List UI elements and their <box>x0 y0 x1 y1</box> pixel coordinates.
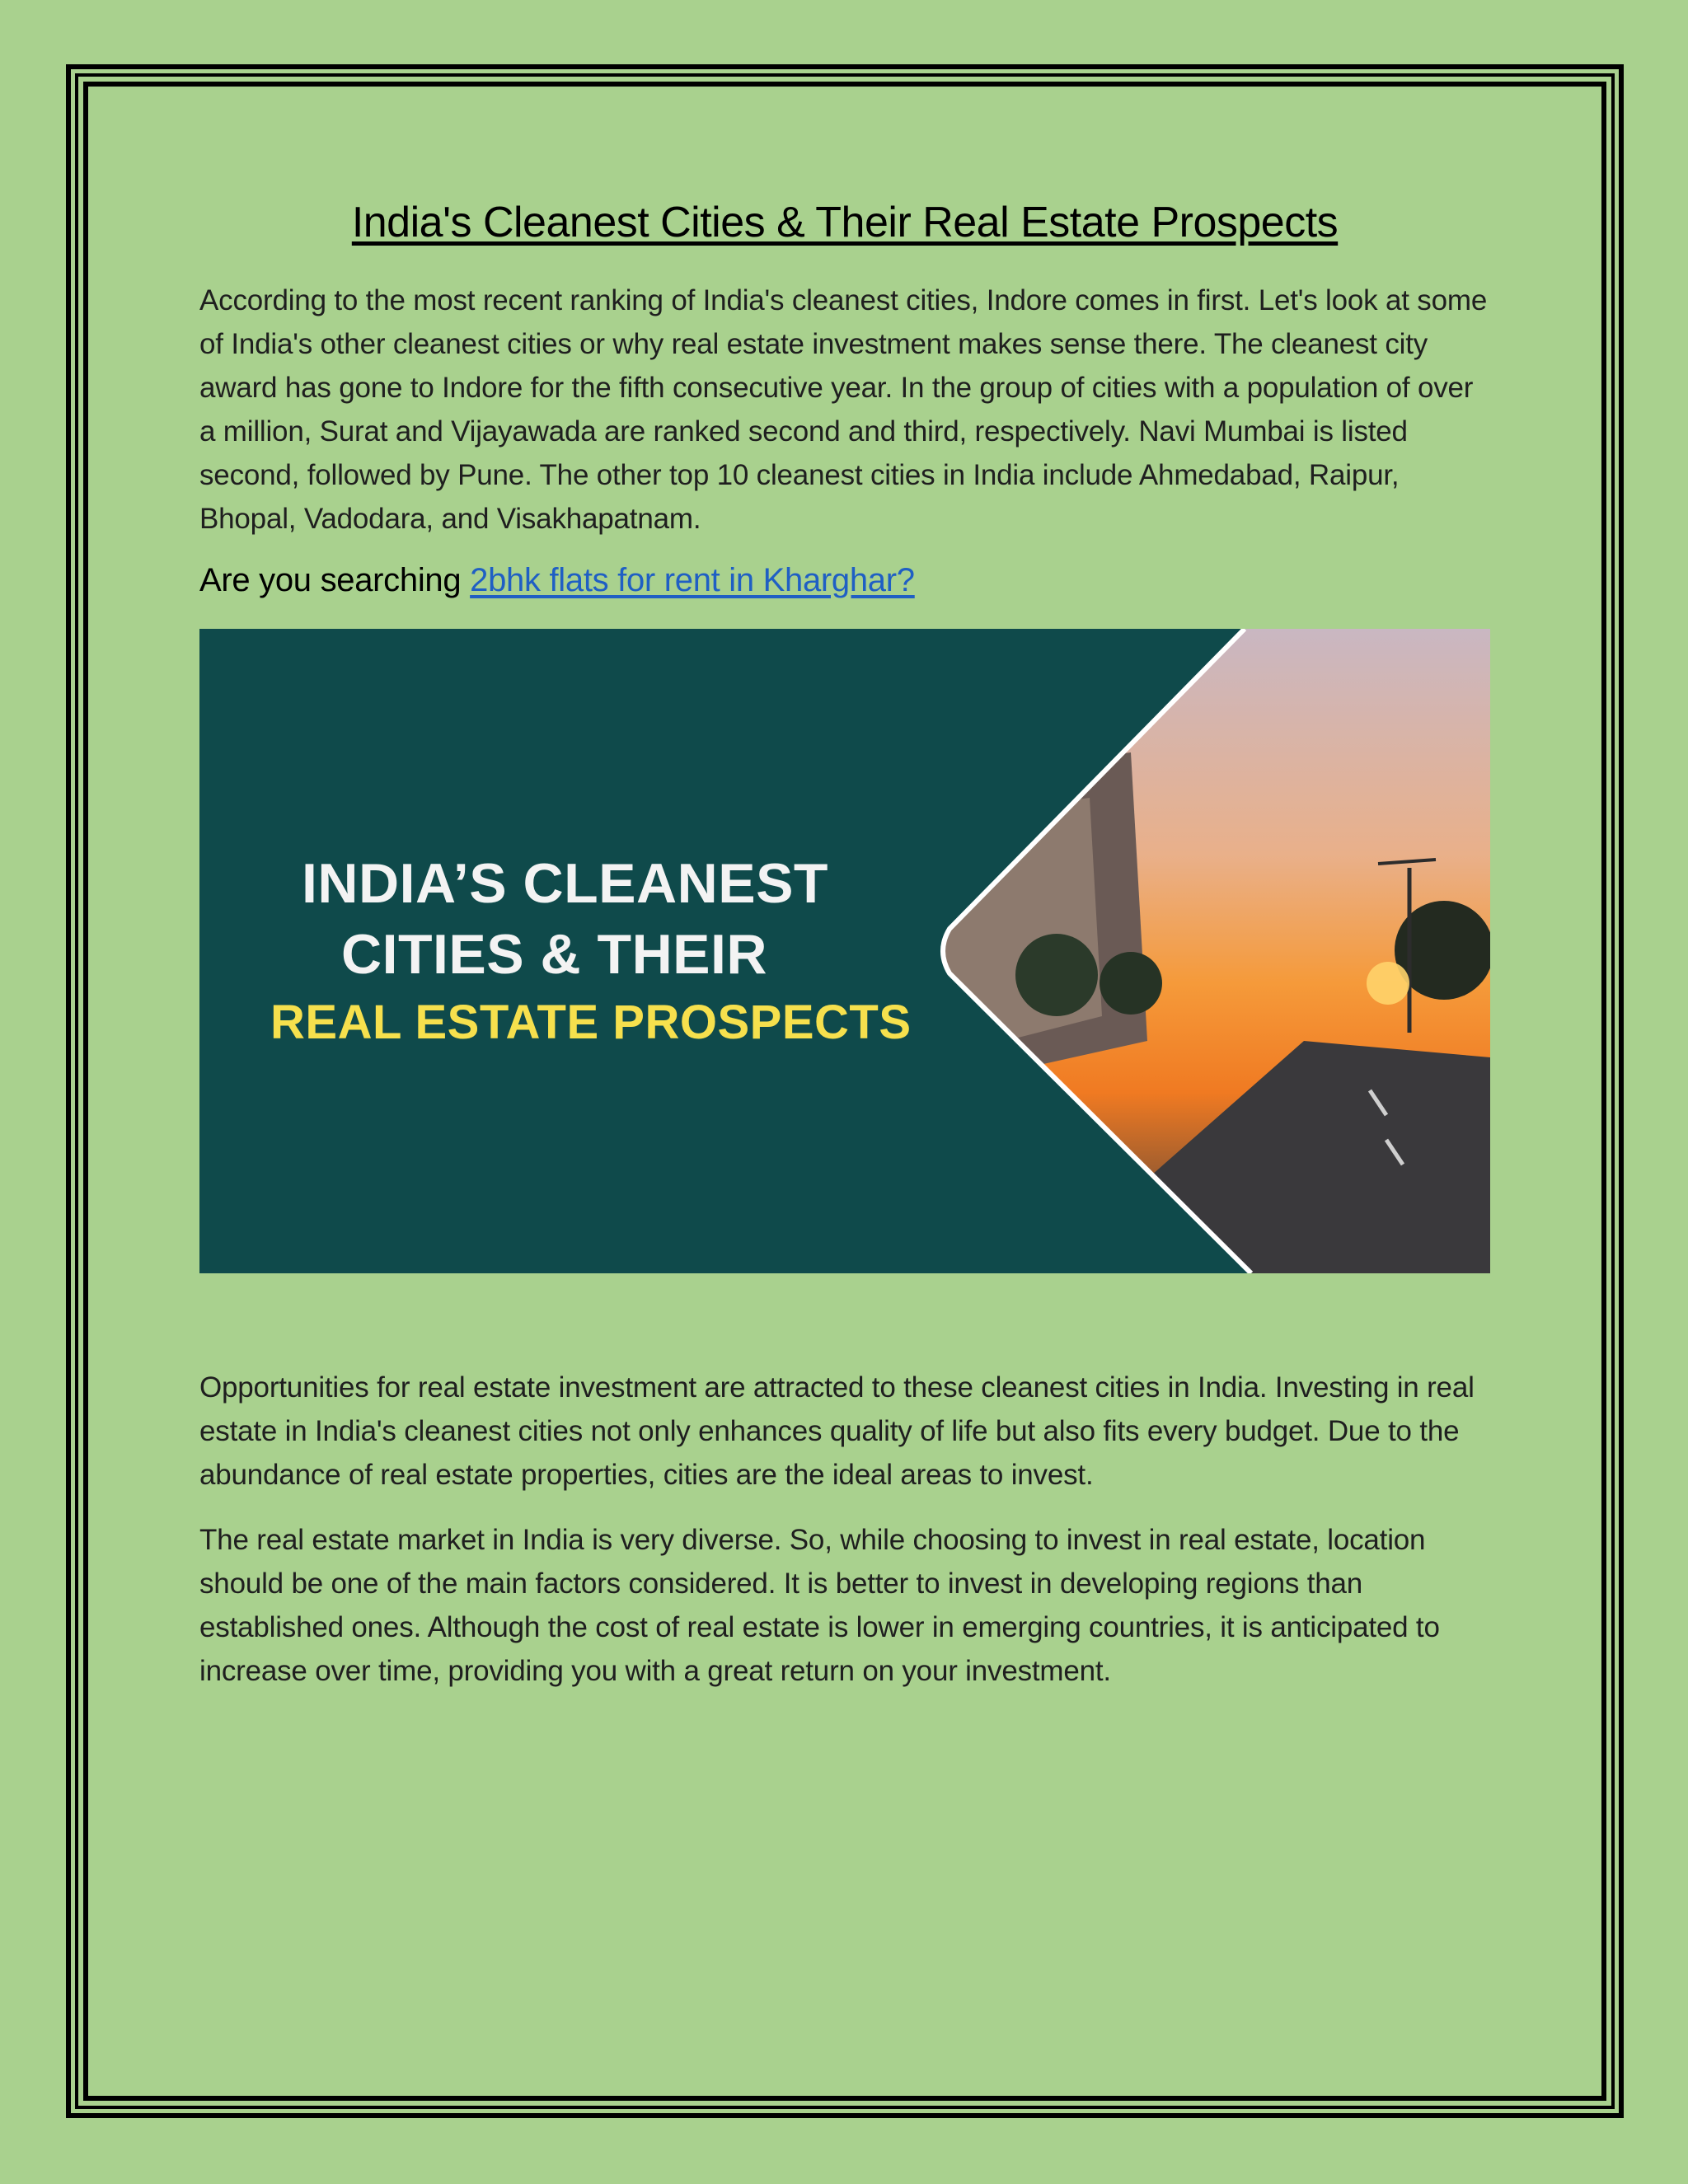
banner-heading-line-2: CITIES & THEIR <box>341 923 768 986</box>
page-title: India's Cleanest Cities & Their Real Estate Prospects <box>351 199 1339 246</box>
intro-paragraph: According to the most recent ranking of India's cleanest cities, Indore comes in first. Let's look at some of India's other cleanest cities or why real estate investment makes sense there. The cleanest city award has gone to Indore for the fifth consecutive year. In the group of cities with a population of over a million, Surat and Vijayawada are ranked second and third, respectively. Navi Mumbai is listed second, followed by Pune. The other top 10 cleanest cities in India include Ahmedabad, Raipur, Bhopal, Vadodara, and Visakhapatnam. <box>199 284 1488 535</box>
investment-paragraph: Opportunities for real estate investment are attracted to these cleanest cities in India. Investing in real estate in India's cleanest cities not only enhances quality of life but also fits every budget. Due to the abundance of real estate properties, cities are the ideal areas to invest. <box>199 1371 1475 1491</box>
rental-link[interactable]: 2bhk flats for rent in Kharghar? <box>470 562 915 598</box>
banner-text <box>199 629 1490 1273</box>
banner-image <box>199 629 1490 1273</box>
banner-heading-line-1: INDIA’S CLEANEST <box>302 852 828 915</box>
document-content <box>199 198 1490 1714</box>
search-prompt-text: Are you searching <box>199 562 471 598</box>
market-paragraph: The real estate market in India is very diverse. So, while choosing to invest in real estate, location should be one of the main factors considered. It is better to invest in developing regions than established ones. Although the cost of real estate is lower in emerging countries, it is anticipated to increase over time, providing you with a great return on your investment. <box>199 1524 1440 1687</box>
banner-heading-line-3: REAL ESTATE PROSPECTS <box>270 996 912 1049</box>
search-prompt-line <box>199 562 1490 599</box>
